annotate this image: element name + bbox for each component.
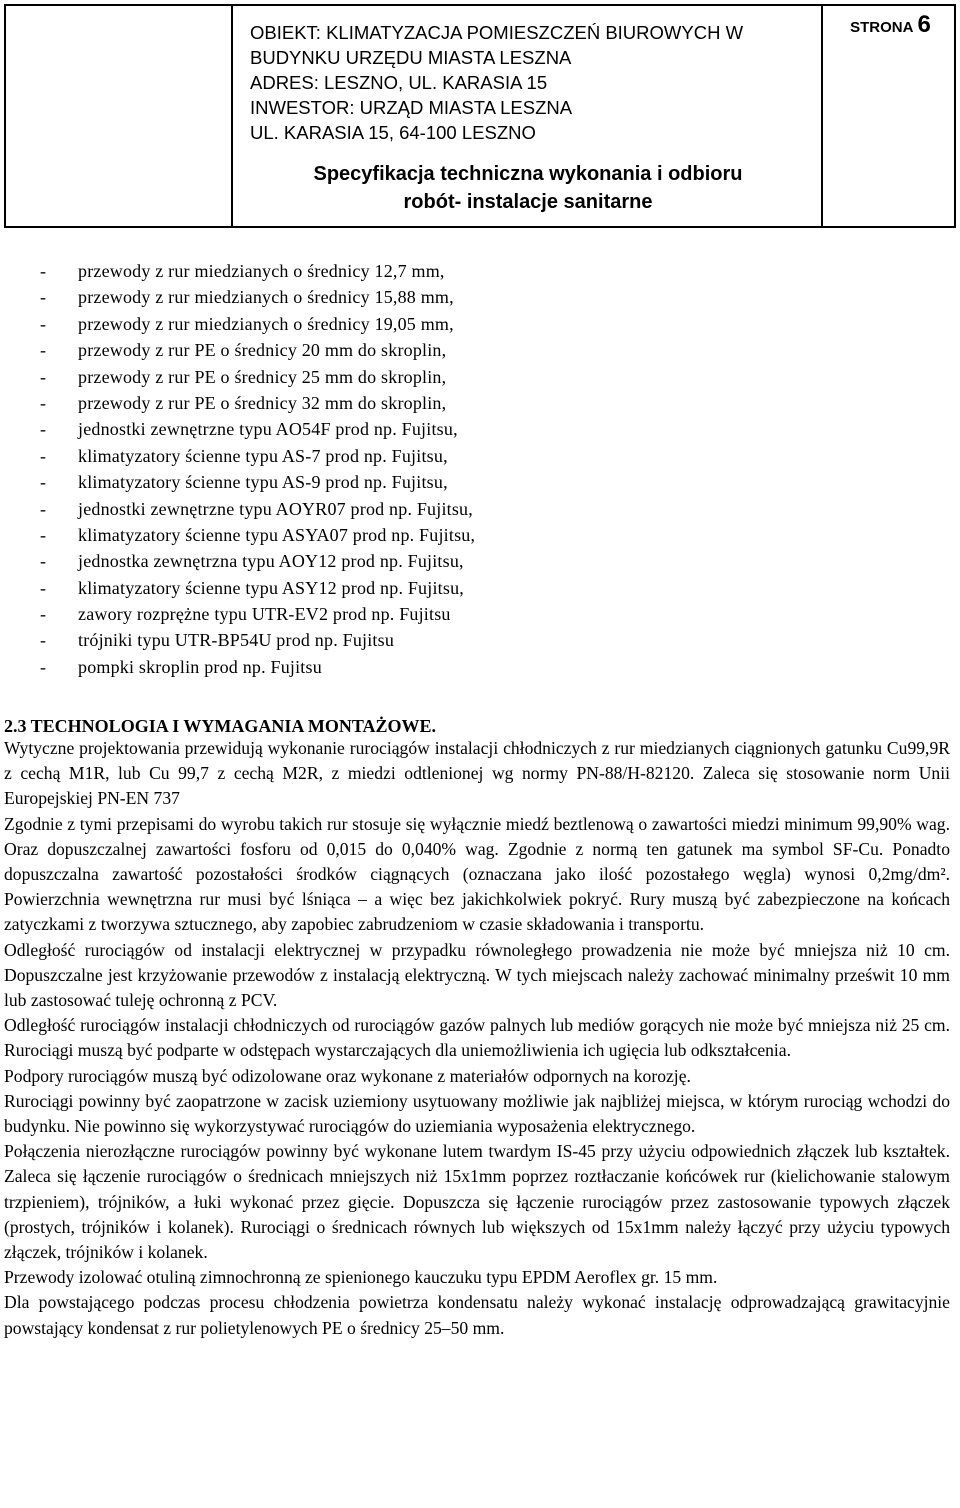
list-item (40, 627, 940, 653)
page-header (4, 4, 956, 228)
equipment-list (40, 258, 940, 680)
list-bullet: - (40, 498, 46, 519)
list-item (40, 522, 940, 548)
header-investor-line: INWESTOR: URZĄD MIASTA LESZNA (250, 97, 573, 118)
section-heading: 2.3 TECHNOLOGIA I WYMAGANIA MONTAŻOWE. (4, 716, 437, 736)
list-item-text: przewody z rur miedzianych o średnicy 15,88 mm, (78, 287, 454, 308)
list-item-text: klimatyzatory ścienne typu AS-7 prod np. Fujitsu, (78, 445, 448, 466)
list-bullet: - (40, 524, 46, 545)
list-bullet: - (40, 366, 46, 387)
document-title-line2: robót- instalacje sanitarne (403, 191, 653, 213)
list-bullet: - (40, 261, 46, 281)
list-item (40, 311, 940, 337)
list-item (40, 575, 940, 601)
header-investor-address-line: UL. KARASIA 15, 64-100 LESZNO (250, 122, 536, 143)
body-paragraph: Rurociągi powinny być zaopatrzone w zacisk uziemiony usytuowany możliwie jak najbliżej miejsca, w którym rurociąg wchodzi do budynku. Nie powinno się wykorzystywać rurociągów do uziemiania wyposażenia elektrycznego. (4, 1090, 950, 1137)
list-item-text: klimatyzatory ścienne typu ASYA07 prod np. Fujitsu, (78, 524, 476, 545)
list-bullet: - (40, 604, 46, 625)
list-bullet: - (40, 392, 46, 413)
list-item-text: przewody z rur miedzianych o średnicy 12,7 mm, (78, 261, 445, 281)
list-item-text: przewody z rur PE o średnicy 32 mm do skroplin, (78, 392, 447, 413)
list-bullet: - (40, 313, 46, 334)
list-item (40, 258, 940, 284)
list-item (40, 416, 940, 442)
list-item (40, 443, 940, 469)
list-item (40, 601, 940, 627)
header-divider-left (231, 6, 233, 226)
list-item (40, 469, 940, 495)
list-item-text: zawory rozprężne typu UTR-EV2 prod np. Fujitsu (78, 604, 451, 625)
list-item (40, 284, 940, 310)
body-paragraph: Przewody izolować otuliną zimnochronną ze spienionego kauczuku typu EPDM Aeroflex gr. 15 mm. (4, 1267, 718, 1288)
body-paragraph: Odległość rurociągów od instalacji elektrycznej w przypadku równoległego prowadzenia nie może być mniejsza niż 10 cm. Dopuszczalne jest krzyżowanie przewodów z instalacją elektryczną. W tych miejscach należy zachować minimalny prześwit 10 mm lub zastosować tuleję ochronną z PCV. (4, 939, 950, 1011)
list-bullet: - (40, 630, 46, 651)
body-paragraph: Dla powstającego podczas procesu chłodzenia powietrza kondensatu należy wykonać instalację odprowadzającą grawitacyjnie powstający kondensat z rur polietylenowych PE o średnicy 25–50 mm. (4, 1292, 950, 1338)
document-title-line1: Specyfikacja techniczna wykonania i odbioru (313, 163, 743, 185)
header-address-line: ADRES: LESZNO, UL. KARASIA 15 (250, 72, 548, 93)
list-item (40, 496, 940, 522)
list-bullet: - (40, 472, 46, 493)
list-item-text: klimatyzatory ścienne typu ASY12 prod np. Fujitsu, (78, 577, 464, 598)
list-item-text: pompki skroplin prod np. Fujitsu (78, 656, 322, 677)
list-item-text: przewody z rur miedzianych o średnicy 19,05 mm, (78, 313, 454, 334)
page-label: STRONA (850, 19, 914, 36)
list-item (40, 548, 940, 574)
header-info (250, 20, 810, 145)
list-bullet: - (40, 287, 46, 308)
body-paragraph: Zgodnie z tymi przepisami do wyrobu takich rur stosuje się wyłącznie miedź beztlenową o zawartości miedzi minimum 99,90% wag. Oraz dopuszczalnej zawartości fosforu od 0,015 do 0,040% wag. Zgodnie z normą ten gatunek ma symbol SF-Cu. Ponadto dopuszczalna zawartość pozostałości środków ciągnących (oznaczana jako ilość pozostałego węgla) wynosi 0,2mg/dm². Powierzchnia wewnętrzna rur musi być lśniąca – a więc bez jakichkolwiek pokryć. Rury muszą być zabezpieczone na końcach zatyczkami z tworzywa sztucznego, aby zapobiec zabrudzeniom w czasie składowania i transportu. (4, 813, 950, 935)
body-paragraph: Odległość rurociągów instalacji chłodniczych od rurociągów gazów palnych lub mediów gorących nie może być mniejsza niż 25 cm. Rurociągi muszą być podparte w odstępach wystarczających dla uniemożliwienia ich ugięcia lub odkształcenia. (4, 1015, 950, 1061)
document-title (238, 160, 818, 216)
page-indicator (823, 11, 958, 39)
list-item-text: jednostka zewnętrzna typu AOY12 prod np. Fujitsu, (78, 551, 464, 572)
list-bullet: - (40, 551, 46, 572)
list-item (40, 390, 940, 416)
body-paragraph: Podpory rurociągów muszą być odizolowane oraz wykonane z materiałów odpornych na korozję. (4, 1065, 691, 1086)
list-bullet: - (40, 445, 46, 466)
section-body (4, 736, 950, 1341)
header-object-line: OBIEKT: KLIMATYZACJA POMIESZCZEŃ BIUROWYCH W (250, 22, 744, 43)
list-item-text: jednostki zewnętrzne typu AO54F prod np. Fujitsu, (78, 419, 458, 440)
list-item (40, 364, 940, 390)
list-item-text: przewody z rur PE o średnicy 25 mm do skroplin, (78, 366, 447, 387)
list-item (40, 337, 940, 363)
header-building-line: BUDYNKU URZĘDU MIASTA LESZNA (250, 47, 572, 68)
list-bullet: - (40, 577, 46, 598)
list-item-text: przewody z rur PE o średnicy 20 mm do skroplin, (78, 340, 447, 361)
list-item-text: trójniki typu UTR-BP54U prod np. Fujitsu (78, 630, 395, 651)
list-item-text: klimatyzatory ścienne typu AS-9 prod np. Fujitsu, (78, 472, 448, 493)
list-bullet: - (40, 340, 46, 361)
list-bullet: - (40, 656, 46, 677)
page-number: 6 (917, 11, 931, 38)
header-divider-right (821, 6, 823, 226)
body-paragraph: Wytyczne projektowania przewidują wykonanie rurociągów instalacji chłodniczych z rur miedzianych ciągnionych gatunku Cu99,9R z cechą M1R, lub Cu 99,7 z cechą M2R, z miedzi odtlenionej wg normy PN-88/H-82120. Zaleca się stosowanie norm Unii Europejskiej PN-EN 737 (4, 738, 950, 809)
list-item (40, 654, 940, 680)
list-item-text: jednostki zewnętrzne typu AOYR07 prod np. Fujitsu, (78, 498, 473, 519)
list-bullet: - (40, 419, 46, 440)
body-paragraph: Połączenia nierozłączne rurociągów powinny być wykonane lutem twardym IS-45 przy użyciu odpowiednich złączek lub kształtek. Zaleca się łączenie rurociągów o średnicach mniejszych niż 15x1mm poprzez roztłaczanie końcówek rur (kielichowanie stalowym trzpieniem), trójników, a łuki wykonać przez gięcie. Dopuszcza się łączenie rurociągów przez zastosowanie typowych złączek (prostych, trójników i kolanek). Rurociągi o średnicach równych lub większych od 15x1mm należy łączyć przy użyciu typowych złączek, trójników i kolanek. (4, 1141, 950, 1263)
